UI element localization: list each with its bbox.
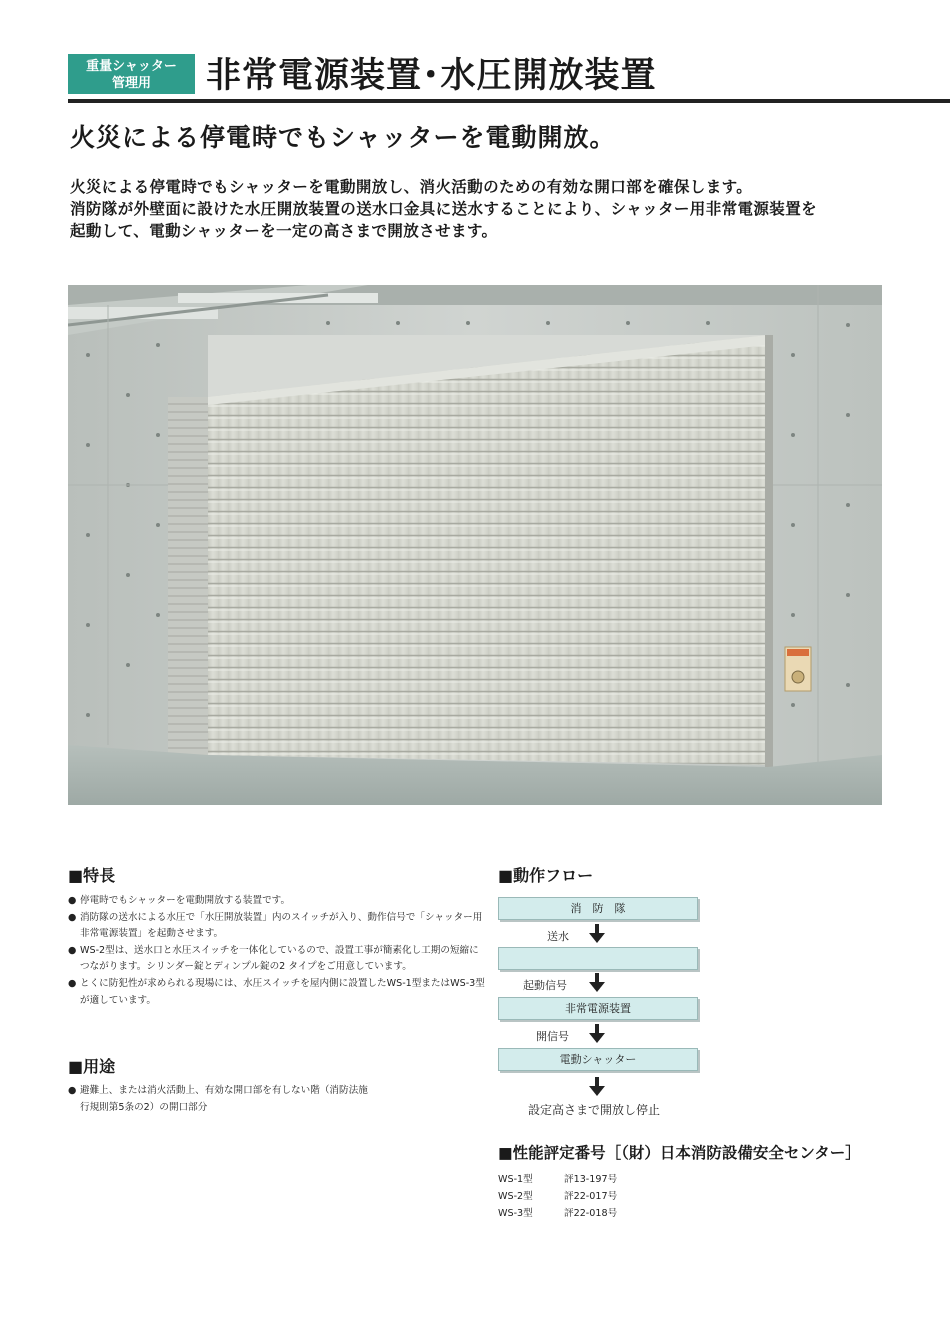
feature-item: ● 停電時でもシャッターを電動開放する装置です。: [68, 893, 488, 910]
page-title: 非常電源装置･水圧開放装置: [206, 56, 657, 96]
feature-item: ● WS-2型は、送水口と水圧スイッチを一体化しているので、設置工事が簡素化し工期の短縮につながります。シリンダー錠とディンプル錠の2 タイプをご用意しています。: [68, 943, 488, 976]
flow-result: 設定高さまで開放し停止: [528, 1103, 661, 1117]
flow-box-emergency-power: 非常電源装置: [498, 997, 698, 1020]
rating-number: 評22-018号: [564, 1208, 618, 1219]
rating-model: WS-2型: [498, 1191, 533, 1202]
rating-model: WS-1型: [498, 1174, 533, 1185]
flow-box-fire-brigade: 消 防 隊: [498, 897, 698, 920]
uses-heading: ■用途: [68, 1057, 116, 1076]
rating-row: [498, 1171, 617, 1185]
uses-list: [68, 1083, 368, 1116]
flow-arrow-icon: [588, 1077, 606, 1097]
subtitle: 火災による停電時でもシャッターを電動開放。: [70, 123, 616, 152]
rating-heading: ■性能評定番号［（財）日本消防設備安全センター］: [498, 1144, 861, 1162]
use-item: ● 避難上、または消火活動上、有効な開口部を有しない階（消防法施行規則第5条の2）の開口部分: [68, 1083, 368, 1116]
intro-line: 起動して、電動シャッターを一定の高さまで開放させます。: [70, 222, 498, 240]
badge-line-1: 重量シャッター: [86, 59, 177, 74]
rating-number: 評13-197号: [564, 1174, 618, 1185]
intro-text: [70, 176, 900, 242]
flow-label-water: 送水: [547, 930, 569, 943]
intro-line: 消防隊が外壁面に設けた水圧開放装置の送水口金具に送水することにより、シャッター用非常電源装置を: [70, 200, 817, 218]
rating-row: [498, 1205, 617, 1219]
badge-line-2: 管理用: [111, 76, 151, 91]
category-badge: [68, 54, 195, 94]
flow-label-open-signal: 開信号: [536, 1030, 569, 1043]
flow-arrow-icon: [588, 924, 606, 944]
rating-number: 評22-017号: [564, 1191, 618, 1202]
features-heading: ■特長: [68, 866, 116, 885]
shutter-photo: [68, 285, 882, 805]
flow-box-electric-shutter: 電動シャッター: [498, 1048, 698, 1071]
flow-heading: ■動作フロー: [498, 866, 594, 885]
intro-line: 火災による停電時でもシャッターを電動開放し、消火活動のための有効な開口部を確保します。: [70, 178, 753, 196]
feature-item: ● 消防隊の送水による水圧で「水圧開放装置」内のスイッチが入り、動作信号で「シャッター用非常電源装置」を起動させます。: [68, 910, 488, 943]
rating-row: [498, 1188, 617, 1202]
feature-item: ● とくに防犯性が求められる現場には、水圧スイッチを屋内側に設置したWS-1型またはWS-3型が適しています。: [68, 976, 488, 1009]
features-list: [68, 893, 488, 1009]
title-divider: [68, 99, 950, 103]
flow-arrow-icon: [588, 973, 606, 993]
flow-arrow-icon: [588, 1024, 606, 1044]
rating-model: WS-3型: [498, 1208, 533, 1219]
flow-label-start-signal: 起動信号: [523, 979, 567, 992]
flow-box-pressure-device: [498, 947, 698, 970]
